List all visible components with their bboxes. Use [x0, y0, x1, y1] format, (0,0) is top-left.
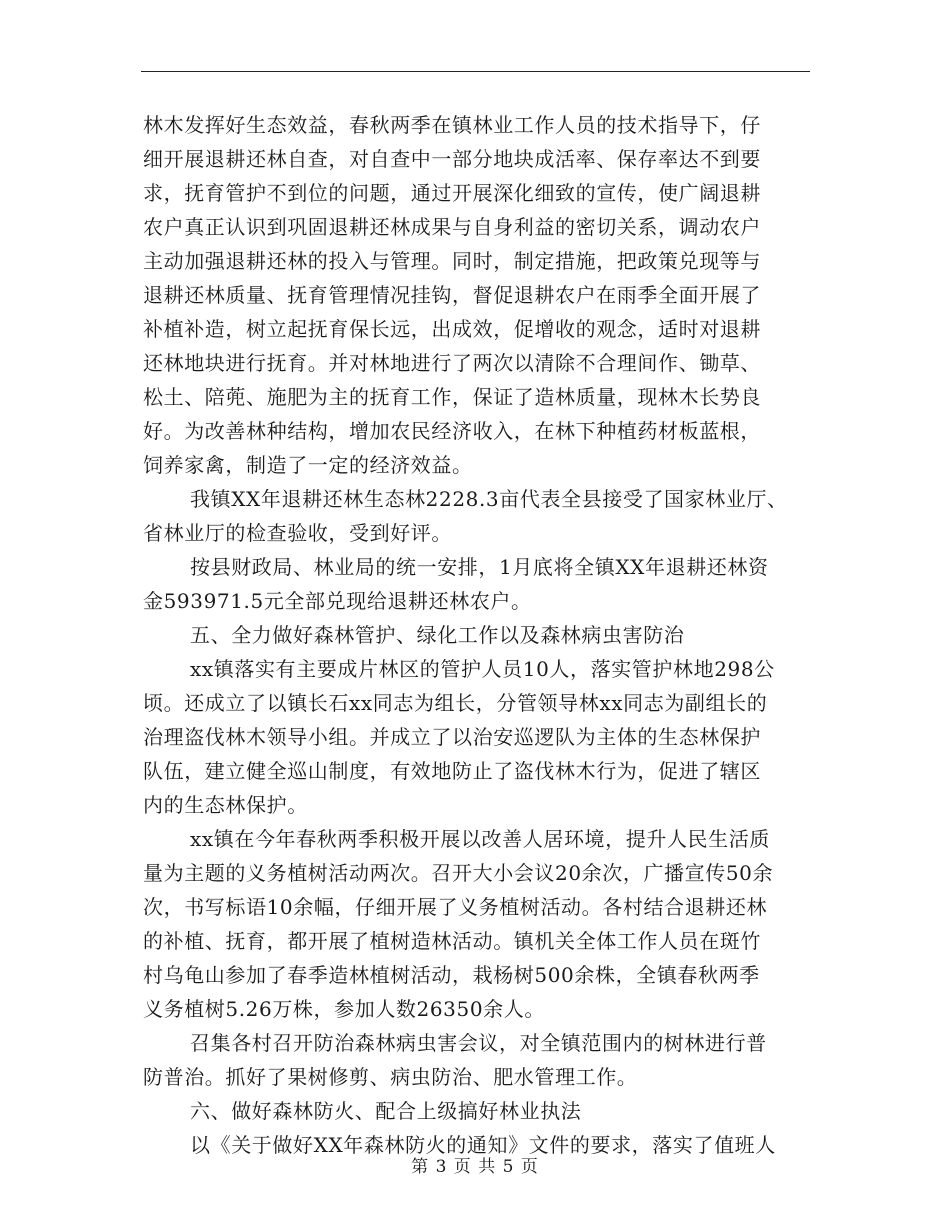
- text-line: 以《关于做好XX年森林防火的通知》文件的要求，落实了值班人: [190, 1133, 776, 1157]
- text-line: 我镇XX年退耕还林生态林2228.3亩代表全县接受了国家林业厅、: [190, 487, 788, 511]
- text-line: 队伍，建立健全巡山制度，有效地防止了盗伐林木行为，促进了辖区: [143, 759, 761, 783]
- text-line: 五、全力做好森林管护、绿化工作以及森林病虫害防治: [190, 623, 685, 647]
- text-line: 林木发挥好生态效益，春秋两季在镇林业工作人员的技术指导下，仔: [143, 113, 761, 137]
- text-line: 金593971.5元全部兑现给退耕还林农户。: [143, 589, 532, 613]
- text-line: 内的生态林保护。: [143, 793, 308, 817]
- text-line: 饲养家禽，制造了一定的经济效益。: [143, 453, 473, 477]
- text-line: 好。为改善林种结构，增加农民经济收入，在林下种植药材板蓝根，: [143, 419, 761, 443]
- text-line: 召集各村召开防治森林病虫害会议，对全镇范围内的树林进行普: [190, 1031, 767, 1055]
- text-line: 松土、陪蔸、施肥为主的抚育工作，保证了造林质量，现林木长势良: [143, 385, 761, 409]
- text-line: xx镇落实有主要成片林区的管护人员10人，落实管护林地298公: [190, 657, 775, 681]
- page-footer: 第 3 页 共 5 页: [411, 1157, 539, 1177]
- text-line: 六、做好森林防火、配合上级搞好林业执法: [190, 1099, 582, 1123]
- text-line: 量为主题的义务植树活动两次。召开大小会议20余次，广播宣传50余: [143, 861, 774, 885]
- text-line: xx镇在今年春秋两季积极开展以改善人居环境，提升人民生活质: [190, 827, 770, 851]
- text-line: 还林地块进行抚育。并对林地进行了两次以清除不合理间作、锄草、: [143, 351, 761, 375]
- document-body: [143, 108, 811, 1162]
- text-line: 农户真正认识到巩固退耕还林成果与自身利益的密切关系，调动农户: [143, 215, 761, 239]
- text-line: 补植补造，树立起抚育保长远，出成效，促增收的观念，适时对退耕: [143, 317, 761, 341]
- header-rule: [141, 71, 810, 72]
- text-line: 义务植树5.26万株，参加人数26350余人。: [143, 997, 545, 1021]
- text-line: 按县财政局、林业局的统一安排，1月底将全镇XX年退耕还林资: [190, 555, 769, 579]
- text-line: 防普治。抓好了果树修剪、病虫防治、肥水管理工作。: [143, 1065, 638, 1089]
- text-line: 主动加强退耕还林的投入与管理。同时，制定措施，把政策兑现等与: [143, 249, 761, 273]
- text-line: 治理盗伐林木领导小组。并成立了以治安巡逻队为主体的生态林保护: [143, 725, 761, 749]
- text-line: 细开展退耕还林自查，对自查中一部分地块成活率、保存率达不到要: [143, 147, 761, 171]
- text-line: 顷。还成立了以镇长石xx同志为组长，分管领导林xx同志为副组长的: [143, 691, 768, 715]
- text-line: 求，抚育管护不到位的问题，通过开展深化细致的宣传，使广阔退耕: [143, 181, 761, 205]
- text-line: 的补植、抚育，都开展了植树造林活动。镇机关全体工作人员在斑竹: [143, 929, 761, 953]
- text-line: 村乌龟山参加了春季造林植树活动，栽杨树500余株，全镇春秋两季: [143, 963, 760, 987]
- text-line: 省林业厅的检查验收，受到好评。: [143, 521, 452, 545]
- text-line: 次，书写标语10余幅，仔细开展了义务植树活动。各村结合退耕还林: [143, 895, 768, 919]
- text-line: 退耕还林质量、抚育管理情况挂钩，督促退耕农户在雨季全面开展了: [143, 283, 761, 307]
